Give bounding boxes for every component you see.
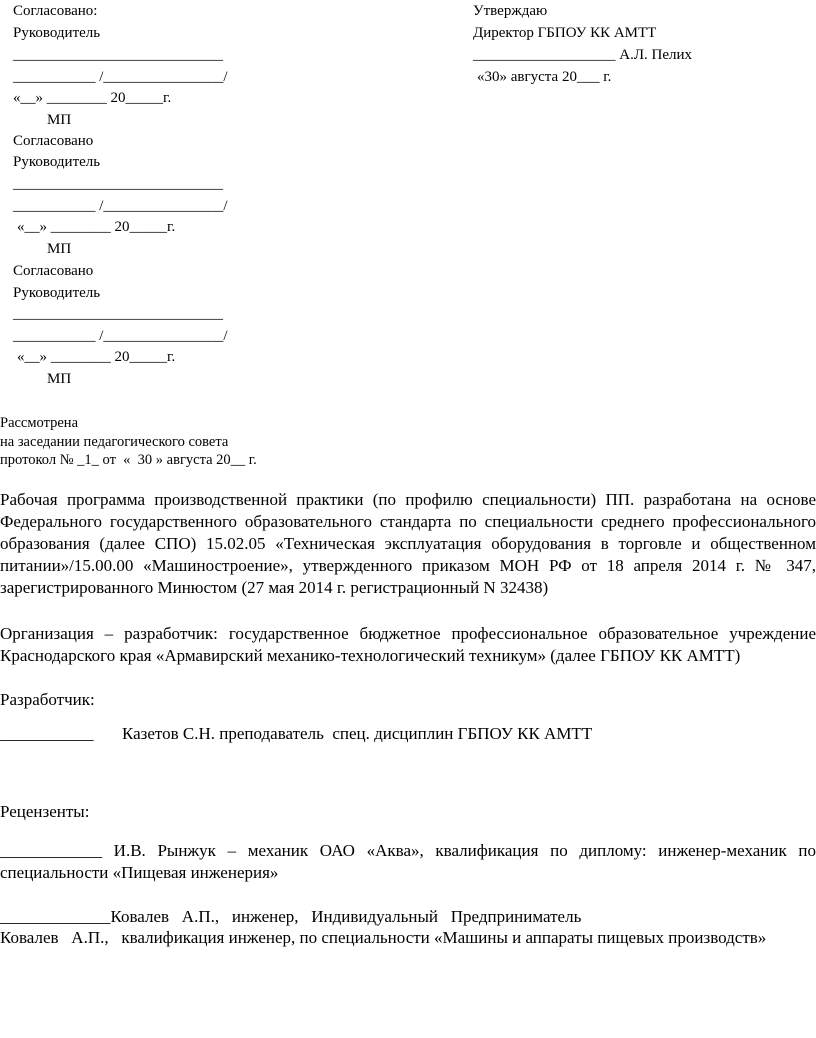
reviewer-1-text: И.В. Рынжук – механик ОАО «Аква», квалификация по диплому: инженер-механик по специальности «Пищевая инженерия» [0,841,816,882]
reviewer-2-line-1: _____________Ковалев А.П., инженер, Индивидуальный Предприниматель [0,907,582,926]
approval-date: «30» августа 20___ г. [477,69,612,85]
signature-line: ___________ /________________/ [13,328,228,344]
council-meeting: на заседании педагогического совета [0,434,229,450]
date-line: «__» ________ 20_____г. [13,90,172,106]
developer-organization: Организация – разработчик: государственное бюджетное профессиональное образовательное учреждение Краснодарского края «Армавирский механико-технологический техникум» (далее ГБПОУ КК АМТТ) [0,624,816,665]
approval-role: Руководитель [13,25,101,41]
approval-title: Согласовано [13,263,94,279]
date-line: «__» ________ 20_____г. [17,219,176,235]
approval-title: Утверждаю [473,3,548,19]
approval-role: Директор ГБПОУ КК АМТТ [473,25,657,41]
council-protocol: протокол № _1_ от « 30 » августа 20__ г. [0,452,257,468]
stamp-label: МП [47,371,72,387]
approval-role: Руководитель [13,154,101,170]
approval-role: Руководитель [13,285,101,301]
developer-name: Казетов С.Н. преподаватель спец. дисциплин ГБПОУ КК АМТТ [122,724,593,743]
date-line: «__» ________ 20_____г. [17,349,176,365]
developer-heading: Разработчик: [0,690,95,709]
stamp-label: МП [47,241,72,257]
council-status: Рассмотрена [0,415,79,431]
signature-underline: ____________________________ [13,176,223,192]
signature-underline: ____________________________ [13,306,223,322]
program-description: Рабочая программа производственной практики (по профилю специальности) ПП. разработана на основе Федерального государственного образовательного стандарта по специальности среднего профессионального образования (далее СПО) 15.02.05 «Техническая эксплуатация оборудования в торговле и общественном питании»/15.00.00 «Машиностроение», утвержденного приказом МОН РФ от 18 апреля 2014 г. № 347, зарегистрированного Минюстом (27 мая 2014 г. регистрационный N 32438) [0,490,816,597]
approval-title: Согласовано: [13,3,98,19]
reviewers-heading: Рецензенты: [0,802,90,821]
approval-title: Согласовано [13,133,94,149]
reviewer-1-signature-blank: ____________ [0,841,102,860]
reviewer-1 [0,840,816,884]
stamp-label: МП [47,112,72,128]
signature-line: ___________ /________________/ [13,69,228,85]
developer-signature-blank: ___________ [0,724,94,743]
reviewer-2-line-2: Ковалев А.П., квалификация инженер, по специальности «Машины и аппараты пищевых производств» [0,928,767,947]
director-signature-line: ___________________ А.Л. Пелих [473,47,693,63]
signature-underline: ____________________________ [13,47,223,63]
signature-line: ___________ /________________/ [13,198,228,214]
